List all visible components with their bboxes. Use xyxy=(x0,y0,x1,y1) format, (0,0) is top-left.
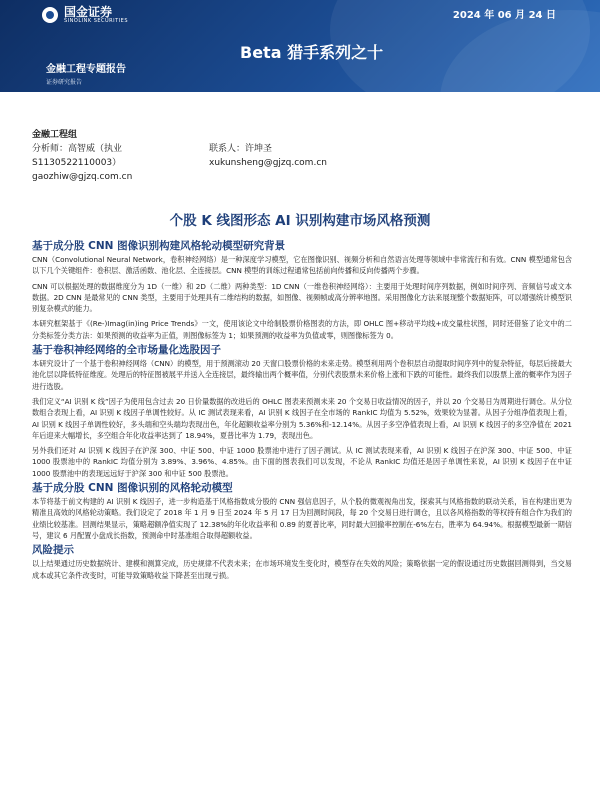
research-group: 金融工程组 xyxy=(32,130,78,140)
series-title: Beta 猎手系列之十 xyxy=(240,43,384,62)
report-type: 金融工程专题报告 xyxy=(46,64,126,75)
section-factor xyxy=(32,344,572,479)
paragraph: 以上结果通过历史数据统计、建模和测算完成，历史规律不代表未来；在市场环境发生变化时，模型存在失效的风险；策略依据一定的假设通过历史数据回测得到，当交易成本或其它条件改变时，可能导致策略收益下降甚至出现亏损。 xyxy=(32,559,572,580)
report-date: 2024 年 06 月 24 日 xyxy=(452,10,556,21)
analyst-email[interactable]: gaozhiw@gjzq.com.cn xyxy=(32,172,133,182)
company-logo xyxy=(42,6,128,24)
logo-icon xyxy=(42,7,58,23)
report-subtype: 证券研究报告 xyxy=(46,79,83,86)
contact-email[interactable]: xukunsheng@gjzq.com.cn xyxy=(209,158,327,168)
section-risk xyxy=(32,544,572,581)
paragraph: 本节将基于前文构建的 AI 识别 K 线因子，进一步构造基于风格指数成分股的 CNN 强信息因子，从个股的微观视角出发，探索其与风格指数的联动关系，旨在构建出更为精准且高效的风格轮动策略。我们设定了 2018 年 1 月 9 日至 2024 年 5 月 17 日为回测时间段，每 20 个交易日进行调仓，且以各风格指数的等权持有组合作为我们的业绩比较基准。回测结果显示，策略超额净值实现了 12.38%的年化收益率和 0.89 的夏普比率，同时最大回撤率控制在-6%左右，胜率为 64.94%。根据模型最新一期信号，建议 6 月配置小盘成长指数，预测命中时基准组合取得超额收益。 xyxy=(32,497,572,540)
section-heading: 基于成分股 CNN 图像识别构建风格轮动模型研究背景 xyxy=(32,240,286,252)
paragraph: 本研究框架基于《(Re-)Imag(in)ing Price Trends》一文，使用该论文中给制股票价格图表的方法，即 OHLC 图+移动平均线+成交量柱状图，同时还借鉴了论文中的二分类标签分类方法：如果预测的收益率为正值，则图像标签为 1；如果预测的收益率为负值或零，则图像标签为 0。 xyxy=(32,319,572,340)
author-block xyxy=(32,128,572,184)
paragraph: CNN 可以根据处理的数据维度分为 1D（一维）和 2D（二维）两种类型：1D CNN（一维卷积神经网络）：主要用于处理时间序列数据，例如时间序列、音频信号或文本数据。2D CNN 是最常见的 CNN 类型，主要用于处理具有二维结构的数据，如图像、视频帧或高分辨率地图。采用图像化方法来展现整个数据矩阵，可以增强统计模型识别复杂模式的能力。 xyxy=(32,281,572,314)
paragraph: CNN（Convolutional Neural Network，卷积神经网络）是一种深度学习模型，它在图像识别、视频分析和自然语言处理等领域中非常流行和有效。CNN 模型通常包含以下几个关键组件：卷积层、激活函数、池化层、全连接层。CNN 模型的训练过程通常包括前向传播和反向传播两个步骤。 xyxy=(32,255,572,276)
report-banner xyxy=(0,0,600,92)
section-rotation-model xyxy=(32,482,572,541)
section-heading: 基于成分股 CNN 图像识别的风格轮动模型 xyxy=(32,482,233,495)
section-heading: 风险提示 xyxy=(32,544,74,557)
paragraph: 我们定义“AI 识别 K 线”因子为使用包含过去 20 日价量数据的改进后的 OHLC 图表来预测未来 20 个交易日收益情况的因子，并以 20 个交易日为周期进行调仓。从分位数组合表现上看，AI 识别 K 线因子单调性较好。从 IC 测试表现来看，AI 识别 K 线因子在全市场的 RankIC 均值为 5.52%，效果较为显著。从因子分组净值表现上看，AI 识别 K 线因子单调性较好，多头端和空头端均表现出色，年化超额收益率分别为 5.36%和-12.14%。从因子多空净值表现上看，AI 识别 K 线因子的多空净值在 2021 年后迎来大幅增长，多空组合年化收益率达到了 18.94%，夏普比率为 1.79，表现出色。 xyxy=(32,396,572,440)
analyst-name: 分析师：高智威（执业 xyxy=(32,144,123,154)
analyst-cert: S1130522110003） xyxy=(32,158,122,168)
contact-name: 联系人：许坤圣 xyxy=(209,144,273,154)
paragraph: 另外我们还对 AI 识别 K 线因子在沪深 300、中证 500、中证 1000 股票池中进行了因子测试。从 IC 测试表现来看，AI 识别 K 线因子在沪深 300、中证 500、中证 1000 股票池中的 RankIC 均值分别为 3.89%、3.96%、4.85%。由下面的图表我们可以发现，不论从 RankIC 均值还是因子单调性来说，AI 识别 K 线因子在中证 1000 股票池中的表现远远好于沪深 300 和中证 500 股票池。 xyxy=(32,446,572,478)
section-background xyxy=(32,240,572,341)
logo-name-cn: 国金证券 xyxy=(64,5,113,19)
report-body xyxy=(32,240,572,581)
section-heading: 基于卷积神经网络的全市场量化选股因子 xyxy=(32,344,221,357)
logo-name-en: SINOLINK SECURITIES xyxy=(64,18,128,24)
main-title: 个股 K 线图形态 AI 识别构建市场风格预测 xyxy=(169,213,431,229)
paragraph: 本研究设计了一个基于卷积神经网络（CNN）的模型，用于预测滚动 20 天窗口股票价格的未来走势。模型利用两个卷积层自动提取时间序列中的复杂特征，每层后接最大池化层以降低特征维度。处理后的特征图被展平并送入全连接层，最终输出两个概率值，分别代表股票未来价格上涨和下跌的可能性。最终我们以股票上涨的概率作为因子进行选股。 xyxy=(32,359,572,391)
